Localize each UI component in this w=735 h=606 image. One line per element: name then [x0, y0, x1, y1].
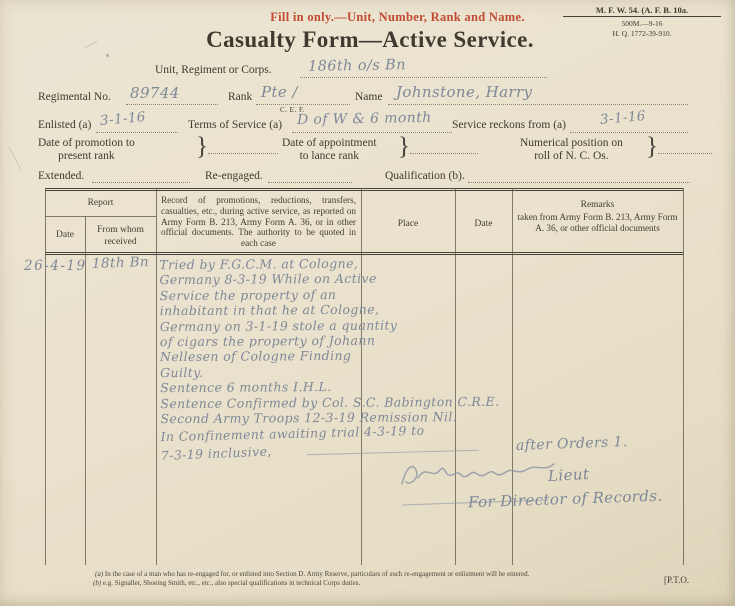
- appointment-label-line1: Date of appointment: [282, 137, 377, 149]
- regimental-no-dotted-line: [126, 104, 218, 105]
- numerical-dotted-line: [658, 153, 712, 154]
- enlisted-dotted-line: [96, 132, 178, 133]
- remarks-note: after Orders 1.: [515, 434, 628, 454]
- report-date-header: Date: [56, 230, 74, 240]
- cef-label: C. E. F.: [280, 106, 306, 114]
- place-header: Place: [397, 219, 419, 229]
- report-header: Report: [87, 198, 114, 208]
- appointment-brace: }: [398, 133, 410, 160]
- rank-dotted-line: [256, 104, 350, 105]
- qualification-dotted-line: [468, 182, 690, 183]
- pencil-mark: [8, 147, 21, 171]
- qualification-label: Qualification (b).: [385, 170, 465, 182]
- promotion-dotted-line: [208, 153, 278, 154]
- table-top-rule: [45, 188, 683, 191]
- record-line: Service the property of an: [159, 286, 337, 303]
- rank-value: Pte /: [261, 83, 298, 101]
- table-border-right: [683, 188, 684, 565]
- row-record-text: [159, 255, 500, 463]
- date-header: Date: [474, 219, 493, 229]
- terms-dotted-line: [292, 132, 452, 133]
- form-print-run: 500M.—9-16: [621, 19, 663, 28]
- appointment-label: [282, 137, 377, 163]
- record-header: Record of promotions, reductions, transfers, casualties, etc., during active service, as reported on Army Form B. 213, Army Form A. 36, or in other official documents. The authority to be quoted in each case: [161, 195, 356, 249]
- record-line: Nellesen of Cologne Finding: [159, 348, 352, 365]
- unit-dotted-line: [300, 77, 547, 78]
- rank-label: Rank: [228, 91, 253, 103]
- promotion-label-line2: present rank: [58, 150, 115, 162]
- report-from-header: From whom received: [97, 225, 144, 247]
- table-col-line-2: [156, 188, 157, 565]
- record-line: Sentence Confirmed by Col. S.C. Babington C.R.E.: [160, 393, 500, 411]
- promotion-label: [38, 137, 135, 163]
- record-line: Second Army Troops 12-3-19 Remission Nil.: [160, 409, 458, 427]
- enlisted-value: 3-1-16: [99, 109, 147, 129]
- table-border-left: [45, 188, 46, 565]
- record-line: In Confinement awaiting trial 4-3-19 to: [160, 423, 425, 445]
- numerical-brace: }: [646, 133, 658, 160]
- footnote-a-marker: (a): [95, 570, 104, 578]
- record-line: Tried by F.G.C.M. at Cologne,: [159, 255, 359, 273]
- name-value: Johnstone, Harry: [396, 83, 533, 101]
- regimental-no-label: Regimental No.: [38, 91, 111, 103]
- appointment-label-line2: to lance rank: [299, 150, 359, 162]
- remarks-header-title: Remarks: [580, 200, 615, 210]
- record-line: Germany 8-3-19 While on Active: [159, 271, 377, 288]
- promotion-label-line1: Date of promotion to: [38, 137, 135, 149]
- service-reckons-label: Service reckons from (a): [452, 119, 566, 131]
- signature-scribble: [396, 450, 561, 494]
- extended-dotted-line: [92, 182, 190, 183]
- form-hq-number: H. Q. 1772-39-910.: [612, 29, 672, 38]
- footnote-b-text: e.g. Signaller, Shoeing Smith, etc., etc., also special qualifications in technical Corps duties.: [102, 578, 361, 587]
- footnote-b-marker: (b): [93, 578, 102, 587]
- record-line: 7-3-19 inclusive,: [160, 443, 272, 463]
- record-line: of cigars the property of Johann: [159, 332, 376, 350]
- record-line: Guilty.: [160, 364, 204, 381]
- report-header-underline: [45, 216, 156, 217]
- appointment-dotted-line: [410, 153, 478, 154]
- form-reference-number: M. F. W. 54. (A. F. B. 10a.: [563, 5, 721, 17]
- promotion-brace: }: [196, 133, 208, 160]
- regimental-no-value: 89744: [130, 84, 180, 102]
- extended-label: Extended.: [38, 170, 85, 182]
- record-line: inhabitant in that he at Cologne,: [159, 301, 380, 319]
- row-report-from: 18th Bn: [91, 254, 150, 272]
- terms-value: D of W & 6 month: [296, 109, 432, 129]
- footnote-a: [95, 570, 529, 579]
- form-title: Casualty Form—Active Service.: [206, 27, 534, 52]
- record-line: Sentence 6 months I.H.L.: [160, 379, 332, 396]
- unit-value: 186th o/s Bn: [307, 57, 407, 75]
- unit-label: Unit, Regiment or Corps.: [155, 64, 272, 76]
- signature-rank: Lieut: [547, 464, 590, 486]
- reengaged-dotted-line: [268, 182, 352, 183]
- remarks-header: [516, 200, 679, 234]
- enlisted-label: Enlisted (a): [38, 119, 92, 131]
- footnote-a-text: In the case of a man who has re-engaged for, or enlisted into Section D. Army Reserve, particulars of such re-engagement or enlistment will be entered.: [104, 570, 530, 578]
- signature-for-director: For Director of Records.: [467, 486, 663, 512]
- row-report-date: 26-4-19: [24, 258, 87, 274]
- name-dotted-line: [388, 104, 688, 105]
- terms-of-service-label: Terms of Service (a): [188, 119, 283, 131]
- reckons-value: 3-1-16: [599, 108, 647, 128]
- pencil-mark: [106, 54, 109, 57]
- footnote-b: [93, 579, 360, 588]
- name-label: Name: [355, 91, 383, 103]
- reengaged-label: Re-engaged.: [205, 170, 263, 182]
- numerical-position-label: [520, 137, 623, 163]
- remarks-header-sub: taken from Army Form B. 213, Army Form A. 36, or other official documents: [517, 211, 678, 233]
- reckons-dotted-line: [570, 132, 688, 133]
- numerical-label-line2: roll of N. C. Os.: [534, 150, 609, 162]
- numerical-label-line1: Numerical position on: [520, 137, 623, 149]
- fill-in-only-instruction: Fill in only.—Unit, Number, Rank and Name.: [270, 10, 525, 24]
- record-line: Germany on 3-1-19 stole a quantity: [159, 317, 398, 334]
- pto-label: [P.T.O.: [664, 575, 690, 585]
